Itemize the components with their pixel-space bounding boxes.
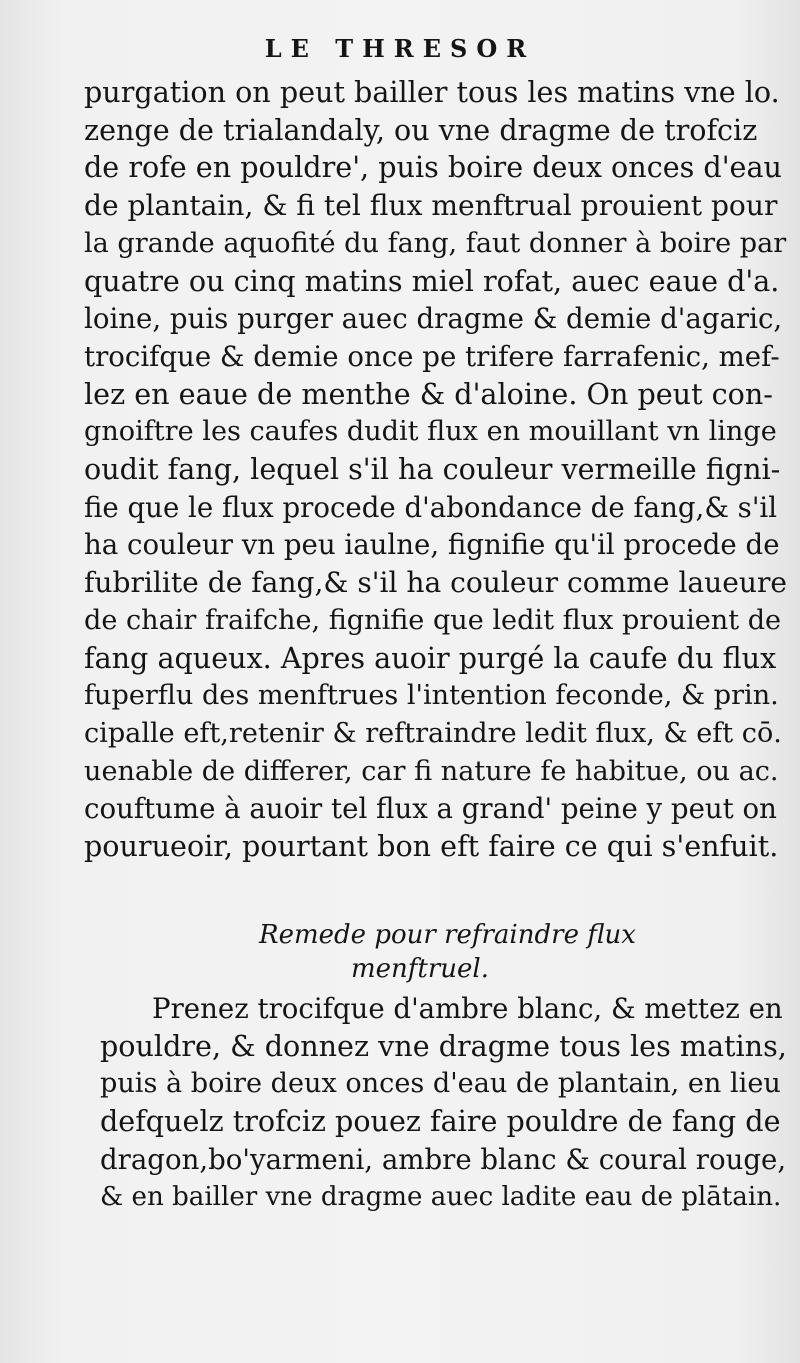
text-line: la grande aquofité du fang, faut donner à boire par — [84, 227, 787, 259]
text-line: defquelz trofciz pouez faire pouldre de fang de — [100, 1104, 781, 1139]
text-line: oudit fang, lequel s'il ha couleur vermeille figni- — [84, 452, 781, 487]
heading-line-2: menftruel. — [351, 954, 489, 984]
text-line: cipalle eft,retenir & reftraindre ledit flux, & eft cō. — [84, 717, 782, 749]
text-line: fubrilite de fang,& s'il ha couleur comme laueure — [84, 566, 788, 600]
text-line: purgation on peut bailler tous les matins vne lo. — [84, 75, 780, 109]
text-line: de rofe en pouldre', puis boire deux onces d'eau — [84, 150, 782, 185]
text-line: de chair fraifche, fignifie que ledit flux prouient de — [84, 604, 782, 636]
text-line: puis à boire deux onces d'eau de plantain, en lieu — [100, 1068, 781, 1100]
running-head: LE THRESOR — [264, 34, 536, 63]
text-line: quatre ou cinq matins miel rofat, auec eaue d'a. — [84, 263, 780, 298]
body-paragraph-2 — [100, 990, 790, 1216]
text-line: couftume à auoir tel flux a grand' peine y peut on — [84, 792, 777, 826]
text-line: uenable de differer, car fi nature fe habitue, ou ac. — [84, 755, 779, 787]
text-line: zenge de trialandaly, ou vne dragme de trofciz — [84, 112, 758, 147]
heading-line-1: Remede pour refraindre flux — [259, 920, 636, 950]
text-line: fie que le flux procede d'abondance de fang,& s'il — [84, 490, 778, 524]
body-paragraph-1 — [84, 74, 788, 866]
text-line: de plantain, & fi tel flux menftrual prouient pour — [84, 189, 778, 223]
section-heading — [0, 918, 800, 986]
text-line: dragon,bo'yarmeni, ambre blanc & coural rouge, — [100, 1142, 787, 1176]
text-line: pouldre, & donnez vne dragme tous les matins, — [100, 1028, 787, 1063]
text-line: fuperflu des menftrues l'intention feconde, & prin. — [84, 680, 779, 712]
text-line: ha couleur vn peu iaulne, fignifie qu'il procede de — [84, 528, 780, 562]
text-line: Prenez trocifque d'ambre blanc, & mettez en — [152, 992, 783, 1025]
text-line: trocifque & demie once pe trifere farrafenic, mef- — [84, 339, 780, 373]
text-line: lez en eaue de menthe & d'aloine. On peut con- — [84, 376, 773, 411]
text-line: loine, puis purger auec dragme & demie d'agaric, — [84, 302, 783, 336]
text-line: fang aqueux. Apres auoir purgé la caufe du flux — [84, 640, 777, 675]
text-line: pourueoir, pourtant bon eft faire ce qui s'enfuit. — [84, 829, 779, 864]
text-line: & en bailler vne dragme auec ladite eau de plātain. — [100, 1181, 782, 1212]
text-line: gnoiftre les caufes dudit flux en mouillant vn linge — [84, 416, 777, 448]
